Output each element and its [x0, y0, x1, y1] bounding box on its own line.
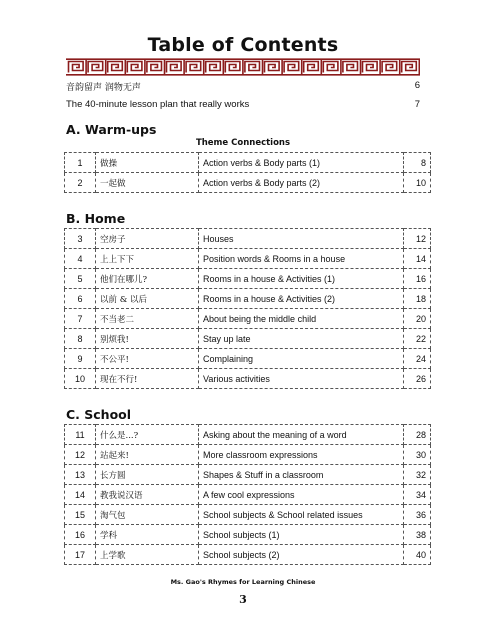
section-heading-home: B. Home: [66, 211, 126, 226]
lesson-page: 28: [404, 425, 431, 445]
lesson-number: 17: [65, 545, 96, 565]
lesson-page: 24: [404, 349, 431, 369]
lesson-chinese-title: 学科: [96, 525, 199, 545]
lesson-topic: Various activities: [199, 369, 404, 389]
lesson-chinese-title: 现在不行!: [96, 369, 199, 389]
intro-row: [66, 99, 420, 113]
table-row[interactable]: [65, 505, 431, 525]
intro-row: [66, 80, 420, 94]
page-title: Table of Contents: [147, 34, 339, 56]
lesson-topic: Houses: [199, 229, 404, 249]
section-heading-school: C. School: [66, 407, 132, 422]
book-footer-title: Ms. Gao's Rhymes for Learning Chinese: [170, 578, 316, 586]
lesson-number: 16: [65, 525, 96, 545]
lesson-chinese-title: 站起来!: [96, 445, 199, 465]
lesson-topic: A few cool expressions: [199, 485, 404, 505]
table-row[interactable]: [65, 545, 431, 565]
lesson-page: 38: [404, 525, 431, 545]
lesson-page: 22: [404, 329, 431, 349]
lesson-page: 40: [404, 545, 431, 565]
lesson-topic: About being the middle child: [199, 309, 404, 329]
lesson-chinese-title: 别烦我!: [96, 329, 199, 349]
meander-border-ornament: [66, 58, 420, 76]
lesson-page: 20: [404, 309, 431, 329]
toc-table-home: [64, 228, 431, 389]
lesson-topic: Rooms in a house & Activities (1): [199, 269, 404, 289]
table-row[interactable]: [65, 269, 431, 289]
lesson-chinese-title: 上上下下: [96, 249, 199, 269]
table-row[interactable]: [65, 465, 431, 485]
lesson-number: 14: [65, 485, 96, 505]
lesson-chinese-title: 一起做: [96, 173, 199, 193]
lesson-number: 6: [65, 289, 96, 309]
lesson-topic: School subjects (2): [199, 545, 404, 565]
lesson-topic: Asking about the meaning of a word: [199, 425, 404, 445]
lesson-page: 18: [404, 289, 431, 309]
lesson-number: 7: [65, 309, 96, 329]
lesson-topic: School subjects (1): [199, 525, 404, 545]
table-row[interactable]: [65, 425, 431, 445]
table-row[interactable]: [65, 229, 431, 249]
lesson-chinese-title: 上学歌: [96, 545, 199, 565]
lesson-page: 8: [404, 153, 431, 173]
lesson-number: 2: [65, 173, 96, 193]
page-number: 3: [239, 593, 247, 606]
theme-connections-heading: Theme Connections: [195, 138, 291, 148]
lesson-number: 12: [65, 445, 96, 465]
lesson-chinese-title: 什么是...?: [96, 425, 199, 445]
section-heading-warmups: A. Warm-ups: [66, 122, 157, 137]
lesson-chinese-title: 空房子: [96, 229, 199, 249]
lesson-chinese-title: 淘气包: [96, 505, 199, 525]
lesson-topic: Action verbs & Body parts (2): [199, 173, 404, 193]
lesson-page: 32: [404, 465, 431, 485]
table-row[interactable]: [65, 173, 431, 193]
lesson-topic: Action verbs & Body parts (1): [199, 153, 404, 173]
lesson-number: 15: [65, 505, 96, 525]
lesson-page: 30: [404, 445, 431, 465]
lesson-number: 11: [65, 425, 96, 445]
table-row[interactable]: [65, 485, 431, 505]
lesson-number: 1: [65, 153, 96, 173]
lesson-number: 3: [65, 229, 96, 249]
lesson-page: 34: [404, 485, 431, 505]
lesson-chinese-title: 做操: [96, 153, 199, 173]
intro-text: The 40-minute lesson plan that really works: [66, 99, 250, 110]
lesson-number: 8: [65, 329, 96, 349]
lesson-page: 16: [404, 269, 431, 289]
lesson-number: 10: [65, 369, 96, 389]
intro-page: 6: [414, 80, 420, 91]
table-row[interactable]: [65, 349, 431, 369]
lesson-number: 13: [65, 465, 96, 485]
lesson-chinese-title: 不当老二: [96, 309, 199, 329]
lesson-number: 4: [65, 249, 96, 269]
table-row[interactable]: [65, 369, 431, 389]
lesson-chinese-title: 长方圆: [96, 465, 199, 485]
lesson-topic: Stay up late: [199, 329, 404, 349]
lesson-number: 9: [65, 349, 96, 369]
table-row[interactable]: [65, 329, 431, 349]
toc-table-school: [64, 424, 431, 565]
lesson-chinese-title: 教我说汉语: [96, 485, 199, 505]
intro-page: 7: [414, 99, 420, 110]
lesson-topic: School subjects & School related issues: [199, 505, 404, 525]
table-row[interactable]: [65, 525, 431, 545]
lesson-page: 26: [404, 369, 431, 389]
table-row[interactable]: [65, 289, 431, 309]
lesson-page: 14: [404, 249, 431, 269]
lesson-number: 5: [65, 269, 96, 289]
lesson-topic: Rooms in a house & Activities (2): [199, 289, 404, 309]
table-row[interactable]: [65, 309, 431, 329]
lesson-topic: Shapes & Stuff in a classroom: [199, 465, 404, 485]
lesson-topic: Position words & Rooms in a house: [199, 249, 404, 269]
lesson-page: 12: [404, 229, 431, 249]
lesson-topic: Complaining: [199, 349, 404, 369]
toc-table-warmups: [64, 152, 431, 193]
lesson-topic: More classroom expressions: [199, 445, 404, 465]
lesson-chinese-title: 不公平!: [96, 349, 199, 369]
lesson-chinese-title: 他们在哪儿?: [96, 269, 199, 289]
table-row[interactable]: [65, 445, 431, 465]
lesson-page: 36: [404, 505, 431, 525]
lesson-page: 10: [404, 173, 431, 193]
table-row[interactable]: [65, 249, 431, 269]
table-row[interactable]: [65, 153, 431, 173]
lesson-chinese-title: 以前 & 以后: [96, 289, 199, 309]
intro-text: 音韵留声 润物无声: [66, 83, 141, 93]
